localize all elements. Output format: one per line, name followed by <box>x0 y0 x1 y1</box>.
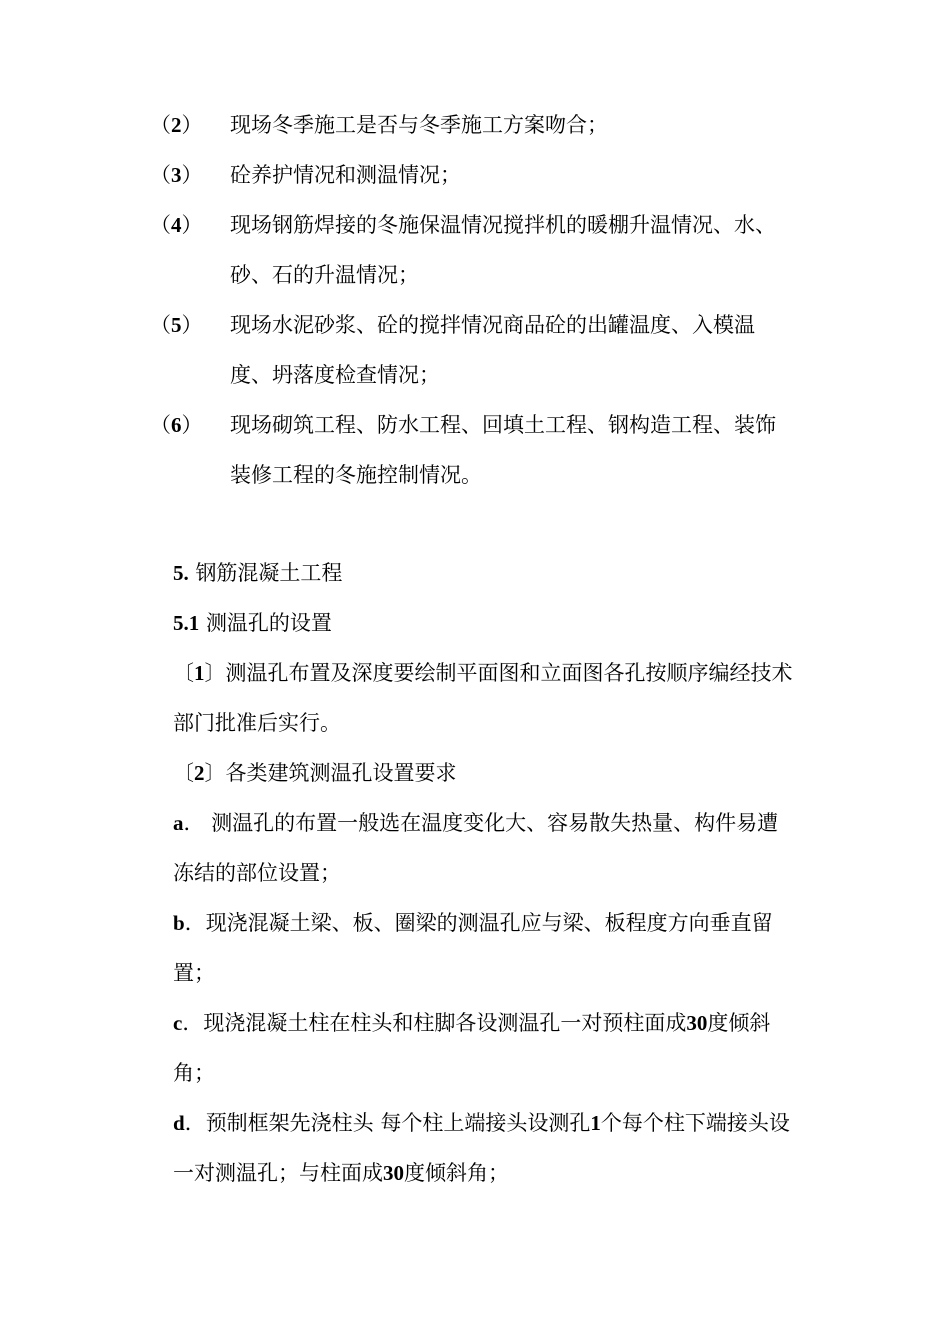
subsection-number: 5.1 <box>173 611 200 635</box>
requirement-item-d: d．预制框架先浇柱头 每个柱上端接头设测孔1个每个柱下端接头设一对测温孔；与柱面成30度倾斜角； <box>173 1111 790 1185</box>
list-item-number: （4） <box>150 213 203 237</box>
list-item <box>150 100 790 150</box>
list-item-number: （5） <box>150 313 203 337</box>
requirement-item-c: c．现浇混凝土柱在柱头和柱脚各设测温孔一对预柱面成30度倾斜角； <box>173 1011 771 1085</box>
requirement-item-b: b．现浇混凝土梁、板、圈梁的测温孔应与梁、板程度方向垂直留置； <box>173 911 773 985</box>
requirement-item-a: a． 测温孔的布置一般选在温度变化大、容易散失热量、构件易遭冻结的部位设置； <box>173 811 779 885</box>
list-item <box>150 300 790 400</box>
section-heading <box>173 548 793 598</box>
section-title: 钢筋混凝土工程 <box>195 561 343 585</box>
list-item <box>150 400 790 500</box>
subsection-heading <box>173 598 793 648</box>
list-item <box>150 150 790 200</box>
paragraph: 〔1〕测温孔布置及深度要绘制平面图和立面图各孔按顺序编经技术部门批准后实行。 <box>173 661 793 735</box>
list-item-text: 现场水泥砂浆、砼的搅拌情况商品砼的出罐温度、入模温度、坍落度检查情况； <box>230 313 755 387</box>
list-item-text: 现场冬季施工是否与冬季施工方案吻合； <box>230 113 608 137</box>
list-item-number: （3） <box>150 163 203 187</box>
subsection-title: 测温孔的设置 <box>205 611 332 635</box>
list-item <box>150 200 790 300</box>
paragraph: 〔2〕各类建筑测温孔设置要求 <box>173 761 457 785</box>
list-item-number: （6） <box>150 413 203 437</box>
list-item-text: 现场钢筋焊接的冬施保温情况搅拌机的暖棚升温情况、水、砂、石的升温情况； <box>230 213 776 287</box>
list-item-number: （2） <box>150 113 203 137</box>
list-item-text: 砼养护情况和测温情况； <box>230 163 461 187</box>
section-number: 5. <box>173 561 189 585</box>
list-item-text: 现场砌筑工程、防水工程、回填土工程、钢构造工程、装饰装修工程的冬施控制情况。 <box>230 413 776 487</box>
section-body <box>173 548 793 1198</box>
inspection-list <box>150 100 790 500</box>
